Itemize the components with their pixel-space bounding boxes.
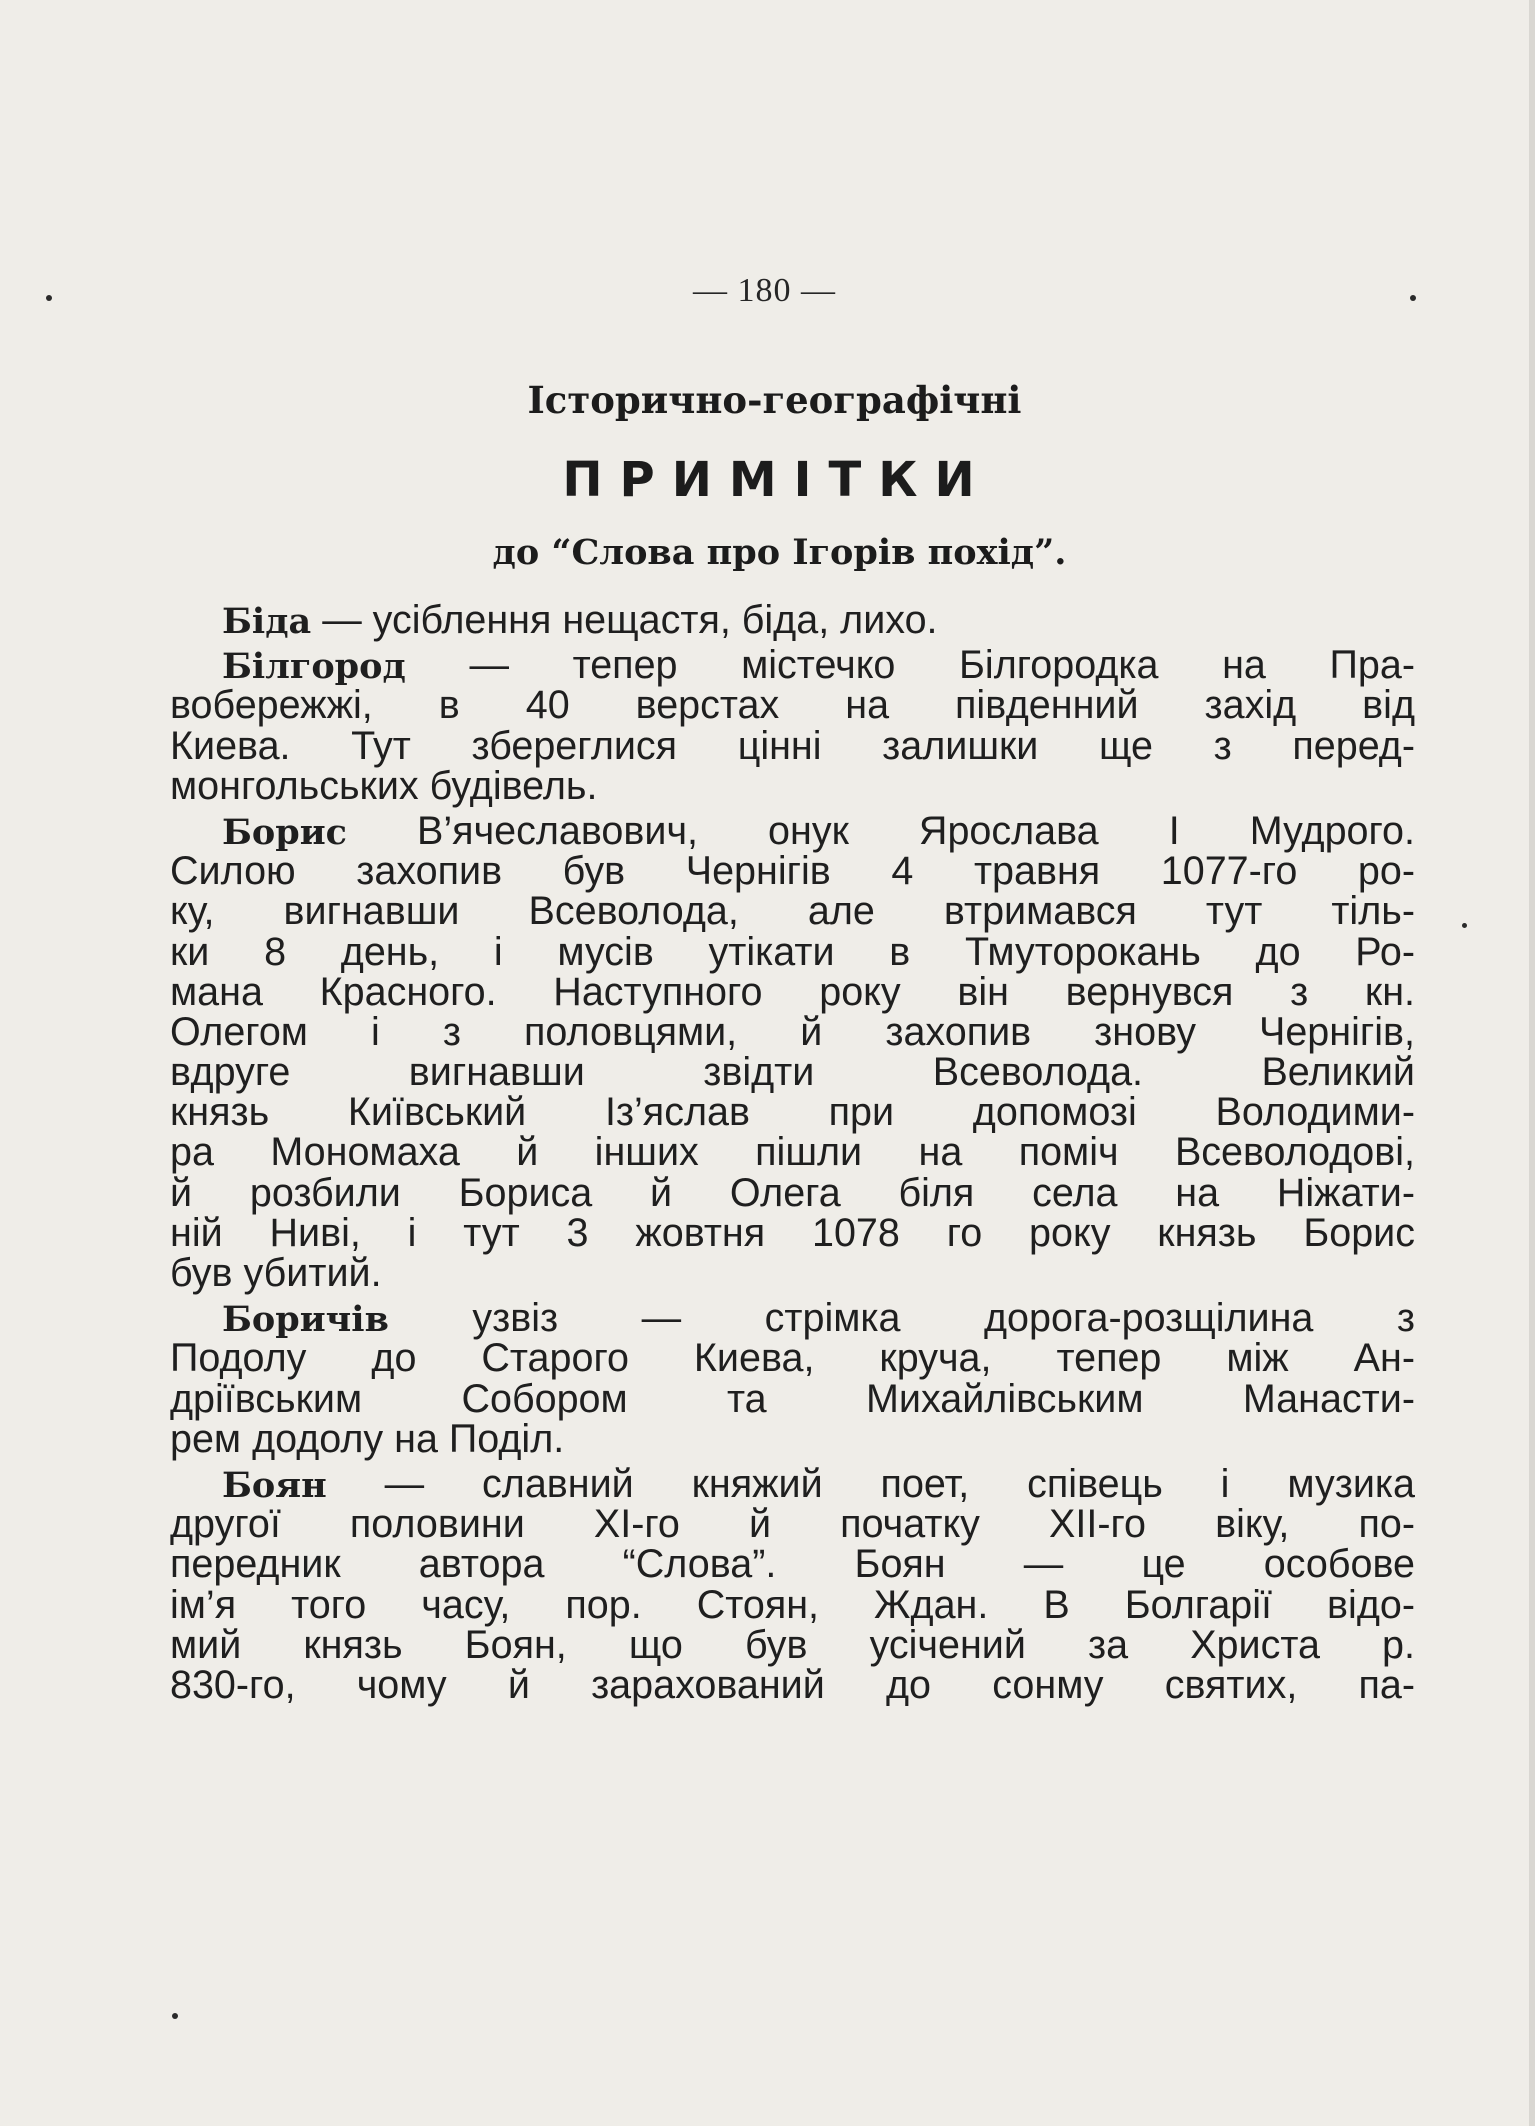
print-speck <box>1410 295 1416 301</box>
heading-line-3: до “Слова про Ігорів похід”. <box>492 532 1067 573</box>
entry-line: 830-го, чому й зарахований до сонму святих, па- <box>170 1662 1415 1707</box>
print-speck <box>46 295 52 301</box>
entry-line: вдруге вигнавши звідти Всеволода. Великий <box>170 1050 1415 1095</box>
entry-borys <box>170 808 1415 1295</box>
entry-line: ку, вигнавши Всеволода, але втримався тут тіль- <box>170 889 1415 934</box>
entry-text: В’ячеславович, онук Ярослава І Мудрого. <box>347 808 1415 853</box>
entry-bilhorod <box>170 645 1415 806</box>
heading-line-2: ПРИМІТКИ <box>562 452 992 508</box>
entry-line: й розбили Бориса й Олега біля села на Ніжати- <box>170 1170 1415 1215</box>
entry-line <box>170 1296 1415 1341</box>
page-number: — 180 — <box>693 272 836 309</box>
entry-bida <box>170 600 1415 640</box>
entry-line: ра Мономаха й інших пішли на поміч Всеволодові, <box>170 1130 1415 1175</box>
entry-line: мана Красного. Наступного року він вернувся з кн. <box>170 969 1415 1014</box>
entry-text: — усіблення нещастя, біда, лихо. <box>311 598 938 642</box>
entry-line: рем додолу на Поділ. <box>170 1416 565 1461</box>
entry-line: передник автора “Слова”. Боян — це особове <box>170 1542 1415 1587</box>
glossary-body <box>170 600 1415 1710</box>
entry-line: Подолу до Старого Киева, круча, тепер між Ан- <box>170 1336 1415 1381</box>
entry-text: — славний княжий поет, співець і музика <box>326 1461 1415 1506</box>
entry-line: Киева. Тут збереглися цінні залишки ще з перед- <box>170 723 1415 768</box>
entry-text: узвіз — стрімка дорога-розщілина з <box>388 1296 1415 1341</box>
entry-line: Олегом і з половцями, й захопив знову Чернігів, <box>170 1009 1415 1054</box>
entry-term: Боян <box>222 1464 327 1506</box>
entry-line: ній Ниві, і тут 3 жовтня 1078 го року князь Борис <box>170 1210 1415 1255</box>
entry-line: ки 8 день, і мусів утікати в Тмуторокань до Ро- <box>170 929 1415 974</box>
entry-line: князь Київський Із’яслав при допомозі Володими- <box>170 1090 1415 1135</box>
entry-term: Борис <box>222 811 347 853</box>
entry-line: Силою захопив був Чернігів 4 травня 1077-го ро- <box>170 849 1415 894</box>
entry-line: вобережжі, в 40 верстах на південний захід від <box>170 683 1415 728</box>
heading-line-1: Історично-географічні <box>527 378 1022 422</box>
entry-line: ім’я того часу, пор. Стоян, Ждан. В Болгарії відо- <box>170 1582 1415 1627</box>
entry-line: був убитий. <box>170 1251 382 1295</box>
entry-term: Біда <box>222 601 312 642</box>
entry-line <box>170 643 1415 688</box>
entry-line <box>170 808 1415 853</box>
entry-line <box>170 1461 1415 1506</box>
print-speck <box>172 2013 178 2019</box>
entry-text: — тепер містечко Білгородка на Пра- <box>405 643 1415 688</box>
entry-term: Білгород <box>222 646 406 688</box>
entry-term: Боричів <box>222 1299 389 1341</box>
entry-line <box>170 600 1415 640</box>
entry-line: мий князь Боян, що був усічений за Христа р. <box>170 1622 1415 1667</box>
entry-boyan <box>170 1461 1415 1707</box>
entry-line: дріївським Собором та Михайлівським Манасти- <box>170 1376 1415 1421</box>
entry-line: другої половини ХІ-го й початку ХІІ-го віку, по- <box>170 1502 1415 1547</box>
print-speck <box>1462 923 1467 928</box>
entry-borychiv <box>170 1298 1415 1459</box>
entry-line: монгольських будівель. <box>170 763 598 808</box>
